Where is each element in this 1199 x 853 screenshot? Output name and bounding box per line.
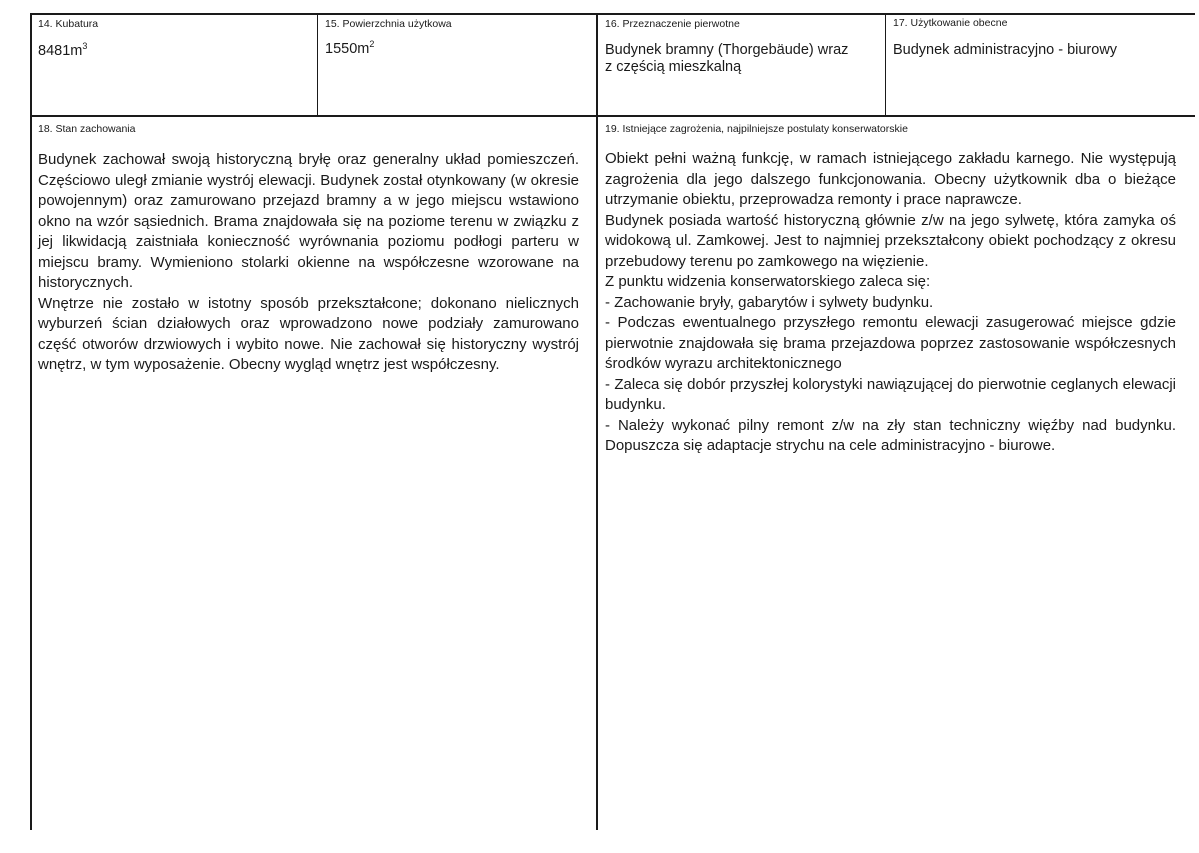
stan-zachowania-text <box>38 150 579 376</box>
zagrozenia-list-item: - Zaleca się dobór przyszłej kolorystyki nawiązującej do pierwotnie ceglanych elewacji budynku. <box>605 375 1176 413</box>
przeznaczenie-line-1: Budynek bramny (Thorgebäude) wraz <box>605 42 849 58</box>
column-divider-main <box>596 13 598 830</box>
stan-zachowania-label: 18. Stan zachowania <box>38 123 136 135</box>
zagrozenia-paragraph: Z punktu widzenia konserwatorskiego zaleca się: <box>605 273 931 290</box>
zagrozenia-text <box>605 149 1176 457</box>
powierzchnia-label: 15. Powierzchnia użytkowa <box>325 18 452 30</box>
stan-zachowania-paragraph: Budynek zachował swoją historyczną bryłę oraz generalny układ pomieszczeń. Częściowo uległ zmianie wystrój elewacji. Budynek został otynkowany (w okresie powojennym) oraz zamurowano przejazd bramny a w jego miejscu wstawiono okno na wzór sąsiednich. Brama znajdowała się na poziome terenu w związku z jej likwidacją zaistniała konieczność wyrównania poziomu podłogi parteru w miejscu bramy. Wymieniono stolarki okienne na współczesne wzorowane na historycznych. <box>38 151 579 291</box>
zagrozenia-list-item: - Należy wykonać pilny remont z/w na zły stan techniczny więźby nad budynku. Dopuszcza się adaptacje strychu na cele administracyjno - biurowe. <box>605 416 1176 454</box>
zagrozenia-list-item: - Zachowanie bryły, gabarytów i sylwety budynku. <box>605 293 934 311</box>
przeznaczenie-label: 16. Przeznaczenie pierwotne <box>605 18 740 30</box>
powierzchnia-value <box>325 41 374 58</box>
conservation-record-card <box>30 13 1195 830</box>
przeznaczenie-value <box>605 42 848 76</box>
column-divider-1 <box>317 13 318 116</box>
kubatura-exponent: 3 <box>82 41 88 52</box>
uzytkowanie-value: Budynek administracyjno - biurowy <box>893 42 1118 58</box>
kubatura-label: 14. Kubatura <box>38 18 99 30</box>
stan-zachowania-paragraph: Wnętrze nie zostało w istotny sposób przekształcone; dokonano nielicznych wyburzeń ścian działowych oraz wprowadzono nowe podziały zamurowano część otworów drzwiowych i wybito nowe. Nie zachował się historyczny wystrój wnętrz, w tym wyposażenie. Obecny wygląd wnętrz jest współczesny. <box>38 294 579 373</box>
left-border <box>30 13 32 830</box>
powierzchnia-exponent: 2 <box>369 39 375 50</box>
top-border <box>30 13 1195 15</box>
column-divider-3 <box>885 13 886 116</box>
row-divider <box>30 115 1195 117</box>
zagrozenia-paragraph: Budynek posiada wartość historyczną głównie z/w na jego sylwetę, która zamyka oś widokową ul. Zamkowej. Jest to najmniej przekształcony obiekt pochodzący z okresu przebudowy terenu po zamkowego na więzienie. <box>605 211 1176 270</box>
uzytkowanie-label: 17. Użytkowanie obecne <box>893 17 1008 29</box>
powierzchnia-number: 1550m <box>325 41 370 57</box>
kubatura-value <box>38 43 87 60</box>
zagrozenia-label: 19. Istniejące zagrożenia, najpilniejsze postulaty konserwatorskie <box>605 123 908 135</box>
kubatura-number: 8481m <box>38 43 83 59</box>
zagrozenia-list-item: - Podczas ewentualnego przyszłego remontu elewacji zasugerować miejsce gdzie pierwotnie znajdowała się brama przejazdowa poprzez zastosowanie współczesnych środków wyrazu architektonicznego <box>605 314 1176 372</box>
przeznaczenie-line-2: z częścią mieszkalną <box>605 59 742 75</box>
zagrozenia-paragraph: Obiekt pełni ważną funkcję, w ramach istniejącego zakładu karnego. Nie występują zagrożenia dla jego dalszego funkcjonowania. Obecny użytkownik dba o bieżące utrzymanie obiektu, przeprowadza remonty i prace naprawcze. <box>605 150 1176 208</box>
